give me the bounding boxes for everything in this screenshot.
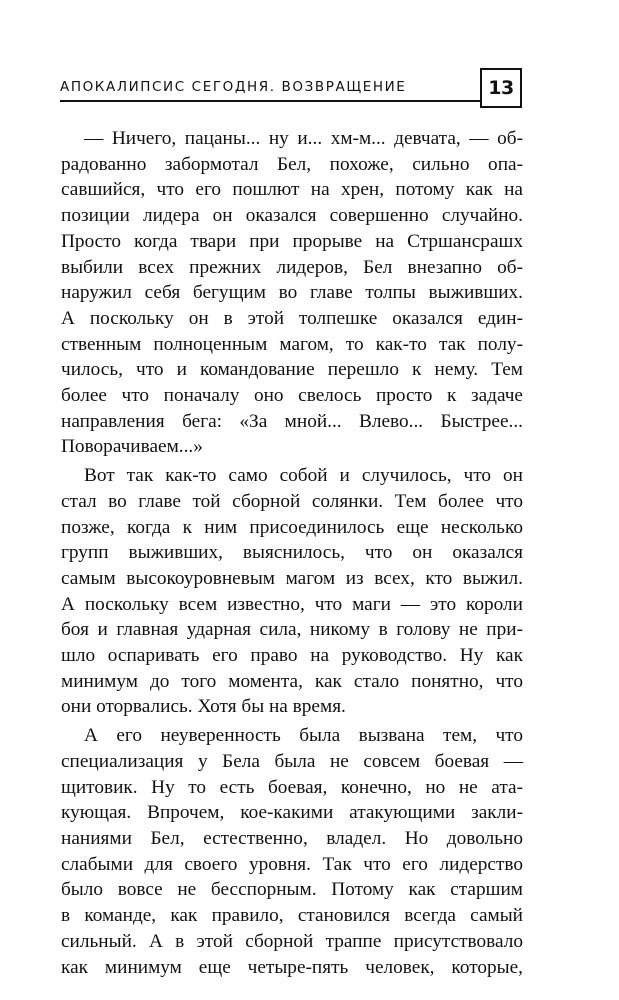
text-line: позиции лидера он оказался совершенно случайно.: [61, 205, 523, 227]
text-line: было вовсе не бесспорным. Потому как старшим: [61, 879, 523, 901]
text-line: шло оспаривать его право на руководство. Ну как: [61, 645, 523, 667]
text-line: Просто когда твари при прорыве на Стршансрашх: [61, 230, 523, 252]
page-number-box: [480, 68, 522, 108]
paragraph-1: [61, 126, 523, 460]
text-line: групп выживших, выяснилось, что он оказался: [61, 542, 523, 564]
text-line: направления бега: «За мной... Влево... Быстрее...: [61, 410, 523, 432]
paragraph-3: [61, 723, 523, 980]
text-line: минимум до того момента, как стало понятно, что: [61, 670, 523, 692]
text-line: А его неуверенность была вызвана тем, что: [84, 725, 523, 747]
text-line: боя и главная ударная сила, никому в голову не при-: [61, 619, 523, 641]
text-line: ственным полноценным магом, то как-то так полу-: [61, 333, 523, 355]
text-line: позже, когда к ним присоединилось еще несколько: [61, 516, 523, 538]
text-line: наниями Бел, естественно, владел. Но довольно: [61, 827, 523, 849]
text-line: кующая. Впрочем, кое-какими атакующими закли-: [61, 802, 523, 824]
text-line: как минимум еще четыре-пять человек, которые,: [61, 956, 523, 978]
text-line: слабыми для своего уровня. Так что его лидерство: [61, 853, 523, 875]
text-line: самым высокоуровневым магом из всех, кто выжил.: [61, 567, 523, 589]
page-number: 13: [488, 77, 514, 99]
text-line: Вот так как-то само собой и случилось, что он: [84, 465, 523, 487]
text-line: они оторвались. Хотя бы на время.: [61, 696, 346, 718]
text-line: сильный. А в этой сборной траппе присутствовало: [61, 930, 523, 952]
text-line: радованно забормотал Бел, похоже, сильно опа-: [61, 153, 523, 175]
text-line: наружил себя бегущим во главе толпы выживших.: [61, 282, 523, 304]
text-line: — Ничего, пацаны... ну и... хм-м... девчата, — об-: [84, 128, 523, 149]
body-text: [61, 126, 523, 980]
text-line: А поскольку он в этой толпешке оказался един-: [61, 307, 523, 329]
running-title: АПОКАЛИПСИС СЕГОДНЯ. ВОЗВРАЩЕНИЕ: [60, 79, 407, 95]
text-line: в команде, как правило, становился всегда самый: [61, 905, 523, 927]
text-line: выбили всех прежних лидеров, Бел внезапно об-: [61, 256, 523, 278]
paragraph-2: [61, 463, 523, 720]
text-line: щитовик. Ну то есть боевая, конечно, но не ата-: [61, 776, 523, 798]
header-rule: [60, 100, 480, 102]
text-line: чилось, что и командование перешло к нему. Тем: [61, 359, 523, 381]
text-line: савшийся, что его пошлют на хрен, потому как на: [61, 179, 523, 201]
text-line: А поскольку всем известно, что маги — это короли: [61, 593, 523, 615]
running-header: [60, 68, 562, 108]
text-line: более что поначалу оно свелось просто к задаче: [61, 385, 523, 407]
text-line: специализация у Бела была не совсем боевая —: [61, 750, 523, 772]
text-line: стал во главе той сборной солянки. Тем более что: [61, 490, 523, 512]
text-line: Поворачиваем...»: [61, 436, 203, 458]
